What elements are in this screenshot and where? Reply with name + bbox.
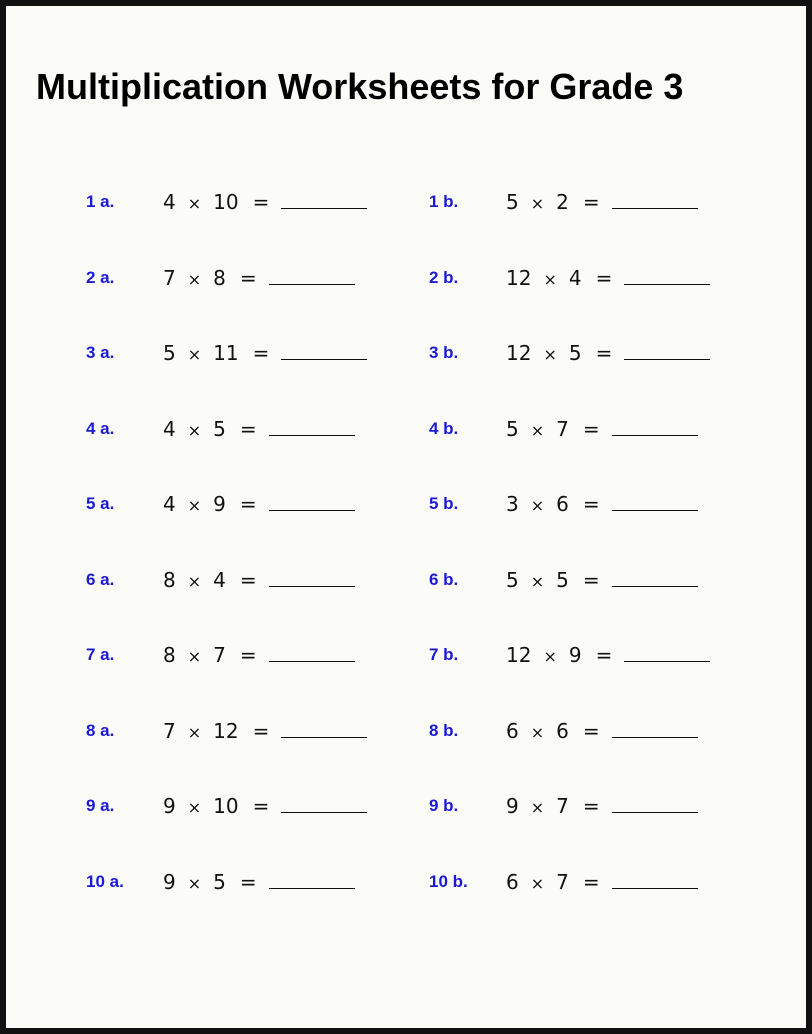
problem-equation — [506, 568, 698, 592]
answer-blank[interactable] — [269, 266, 355, 285]
equals-sign: = — [582, 870, 600, 894]
factor-b: 10 — [213, 794, 239, 818]
problem-equation — [163, 266, 355, 290]
multiply-sign: × — [187, 647, 202, 666]
multiply-sign: × — [187, 345, 202, 364]
factor-a: 9 — [163, 870, 176, 894]
factor-a: 5 — [506, 417, 519, 441]
multiply-sign: × — [543, 270, 557, 289]
factor-b: 9 — [568, 643, 582, 667]
equals-sign: = — [239, 492, 257, 516]
factor-a: 5 — [506, 190, 519, 214]
factor-a: 8 — [163, 643, 176, 667]
multiply-sign: × — [530, 421, 545, 440]
problem-label: 4 a. — [86, 419, 115, 438]
factor-a: 12 — [506, 341, 532, 365]
factor-a: 6 — [506, 870, 519, 894]
factor-a: 5 — [506, 568, 519, 592]
problem-equation — [163, 870, 355, 894]
problem-label: 10 a. — [86, 872, 124, 891]
equals-sign: = — [582, 492, 600, 516]
problem-label: 7 a. — [86, 645, 115, 664]
answer-blank[interactable] — [269, 417, 355, 436]
multiply-sign: × — [530, 798, 545, 817]
answer-blank[interactable] — [281, 341, 367, 360]
equals-sign: = — [582, 794, 600, 818]
answer-blank[interactable] — [612, 794, 698, 813]
factor-a: 8 — [163, 568, 176, 592]
factor-a: 4 — [163, 492, 176, 516]
multiply-sign: × — [530, 723, 545, 742]
answer-blank[interactable] — [281, 794, 367, 813]
factor-b: 5 — [213, 417, 226, 441]
multiply-sign: × — [187, 421, 202, 440]
factor-b: 8 — [213, 266, 226, 290]
equals-sign: = — [582, 417, 600, 441]
problem-label: 1 a. — [86, 192, 115, 211]
equals-sign: = — [252, 190, 270, 214]
equals-sign: = — [252, 719, 270, 743]
multiply-sign: × — [187, 798, 202, 817]
answer-blank[interactable] — [281, 719, 367, 738]
problem-label: 8 a. — [86, 721, 115, 740]
answer-blank[interactable] — [281, 190, 367, 209]
problem-label: 6 b. — [429, 570, 459, 589]
equals-sign: = — [252, 794, 270, 818]
problem-equation — [506, 417, 698, 441]
factor-a: 7 — [163, 719, 176, 743]
problem-equation — [163, 492, 355, 516]
problem-equation — [506, 266, 710, 290]
factor-a: 9 — [506, 794, 519, 818]
problem-equation — [163, 568, 355, 592]
problem-equation — [163, 643, 355, 667]
factor-b: 7 — [556, 794, 569, 818]
answer-blank[interactable] — [612, 492, 698, 511]
problem-equation — [506, 492, 698, 516]
factor-b: 11 — [213, 341, 239, 365]
answer-blank[interactable] — [269, 492, 355, 511]
problem-label: 5 b. — [429, 494, 459, 513]
answer-blank[interactable] — [612, 719, 698, 738]
answer-blank[interactable] — [612, 190, 698, 209]
problem-equation — [163, 190, 367, 214]
problem-label: 9 a. — [86, 796, 115, 815]
problem-label: 2 b. — [429, 268, 459, 287]
problem-label: 10 b. — [429, 872, 468, 891]
problem-equation — [163, 417, 355, 441]
problem-label: 5 a. — [86, 494, 115, 513]
factor-b: 5 — [213, 870, 226, 894]
answer-blank[interactable] — [269, 870, 355, 889]
multiply-sign: × — [187, 874, 202, 893]
factor-b: 12 — [213, 719, 239, 743]
equals-sign: = — [239, 266, 257, 290]
problem-label: 9 b. — [429, 796, 459, 815]
factor-a: 4 — [163, 417, 176, 441]
problem-equation — [506, 794, 698, 818]
multiply-sign: × — [530, 496, 545, 515]
factor-b: 6 — [556, 492, 569, 516]
factor-a: 12 — [506, 643, 532, 667]
worksheet-title: Multiplication Worksheets for Grade 3 — [36, 66, 684, 107]
problem-equation — [506, 190, 698, 214]
problem-equation — [506, 643, 710, 667]
answer-blank[interactable] — [624, 266, 710, 285]
equals-sign: = — [239, 643, 257, 667]
factor-a: 6 — [506, 719, 519, 743]
problem-equation — [163, 794, 367, 818]
answer-blank[interactable] — [624, 341, 710, 360]
factor-b: 9 — [213, 492, 226, 516]
equals-sign: = — [582, 190, 600, 214]
problem-label: 8 b. — [429, 721, 459, 740]
answer-blank[interactable] — [269, 643, 355, 662]
answer-blank[interactable] — [612, 568, 698, 587]
factor-b: 7 — [556, 870, 569, 894]
multiply-sign: × — [187, 723, 202, 742]
multiply-sign: × — [530, 194, 545, 213]
factor-b: 7 — [556, 417, 569, 441]
problem-label: 3 a. — [86, 343, 115, 362]
factor-b: 4 — [568, 266, 582, 290]
problem-label: 6 a. — [86, 570, 115, 589]
problem-label: 4 b. — [429, 419, 459, 438]
multiply-sign: × — [543, 345, 557, 364]
factor-a: 7 — [163, 266, 176, 290]
factor-b: 5 — [568, 341, 582, 365]
factor-b: 6 — [556, 719, 569, 743]
equals-sign: = — [239, 870, 257, 894]
equals-sign: = — [582, 568, 600, 592]
problem-equation — [506, 341, 710, 365]
multiply-sign: × — [543, 647, 557, 666]
problem-equation — [163, 341, 367, 365]
equals-sign: = — [595, 266, 613, 290]
factor-a: 4 — [163, 190, 176, 214]
problem-equation — [163, 719, 367, 743]
problem-label: 7 b. — [429, 645, 459, 664]
factor-b: 2 — [556, 190, 569, 214]
factor-b: 4 — [213, 568, 226, 592]
equals-sign: = — [239, 417, 257, 441]
multiply-sign: × — [187, 270, 202, 289]
equals-sign: = — [252, 341, 270, 365]
problem-equation — [506, 719, 698, 743]
answer-blank[interactable] — [624, 643, 710, 662]
answer-blank[interactable] — [269, 568, 355, 587]
equals-sign: = — [239, 568, 257, 592]
factor-a: 5 — [163, 341, 176, 365]
answer-blank[interactable] — [612, 870, 698, 889]
equals-sign: = — [582, 719, 600, 743]
multiply-sign: × — [187, 572, 202, 591]
multiply-sign: × — [187, 194, 202, 213]
factor-a: 12 — [506, 266, 532, 290]
factor-b: 10 — [213, 190, 239, 214]
factor-a: 9 — [163, 794, 176, 818]
factor-b: 5 — [556, 568, 569, 592]
problem-label: 3 b. — [429, 343, 459, 362]
problem-label: 1 b. — [429, 192, 459, 211]
problem-equation — [506, 870, 698, 894]
problem-label: 2 a. — [86, 268, 115, 287]
multiply-sign: × — [530, 874, 545, 893]
multiply-sign: × — [187, 496, 202, 515]
factor-a: 3 — [506, 492, 519, 516]
multiply-sign: × — [530, 572, 545, 591]
equals-sign: = — [595, 341, 613, 365]
answer-blank[interactable] — [612, 417, 698, 436]
equals-sign: = — [595, 643, 613, 667]
factor-b: 7 — [213, 643, 226, 667]
